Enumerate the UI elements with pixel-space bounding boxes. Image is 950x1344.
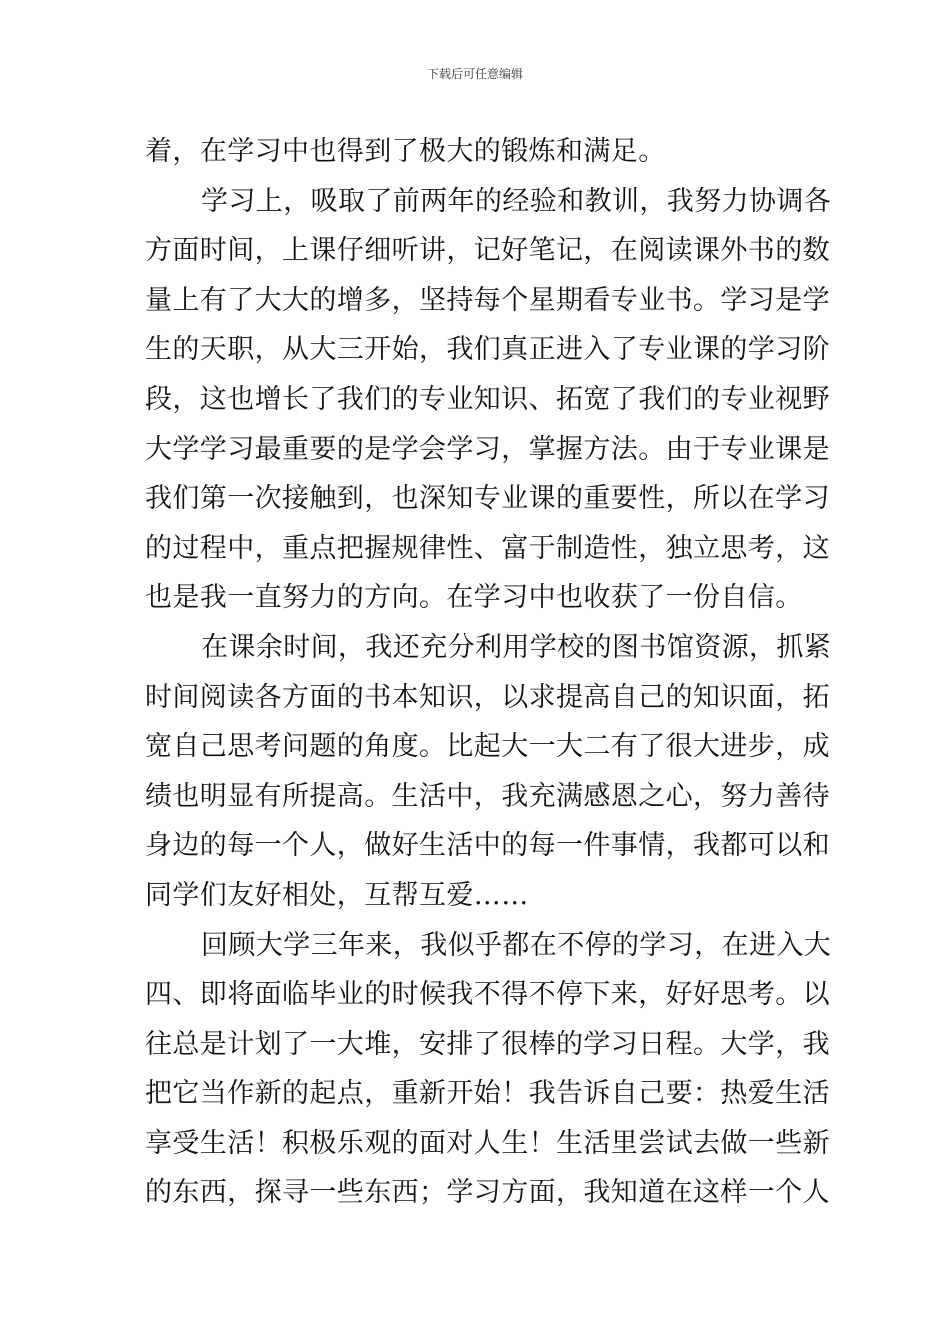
text-line: 身边的每一个人，做好生活中的每一件事情，我都可以和 [145,830,830,862]
text-line: 时间阅读各方面的书本知识，以求提高自己的知识面，拓 [145,681,830,713]
paragraph-start-line: 在课余时间，我还充分利用学校的图书馆资源，抓紧 [201,631,832,663]
text-line: 往总是计划了一大堆，安排了很棒的学习日程。大学，我 [145,1028,830,1060]
paragraph-start-line: 回顾大学三年来，我似乎都在不停的学习，在进入大 [201,929,832,961]
text-line: 宽自己思考问题的角度。比起大一大二有了很大进步，成 [145,731,830,763]
text-line: 绩也明显有所提高。生活中，我充满感恩之心，努力善待 [145,780,830,812]
text-line: 我们第一次接触到，也深知专业课的重要性，所以在学习 [145,483,830,515]
document-body [145,127,832,1218]
text-line: 生的天职，从大三开始，我们真正进入了专业课的学习阶 [145,334,830,366]
text-line: 也是我一直努力的方向。在学习中也收获了一份自信。 [145,582,803,614]
text-line: 段，这也增长了我们的专业知识、拓宽了我们的专业视野 [145,383,830,415]
text-line: 量上有了大大的增多，坚持每个星期看专业书。学习是学 [145,284,830,316]
text-line: 的东西，探寻一些东西；学习方面，我知道在这样一个人 [145,1177,830,1209]
text-line: 的过程中，重点把握规律性、富于制造性，独立思考，这 [145,532,830,564]
text-line: 享受生活！积极乐观的面对人生！生活里尝试去做一些新 [145,1127,830,1159]
text-line: 着，在学习中也得到了极大的锻炼和满足。 [145,136,666,167]
paragraph-start-line: 学习上，吸取了前两年的经验和教训，我努力协调各 [201,185,832,217]
page-header: 下载后可任意编辑 [426,67,523,81]
text-line: 大学学习最重要的是学会学习，掌握方法。由于专业课是 [145,433,830,465]
text-line: 同学们友好相处，互帮互爱…… [145,879,529,911]
text-line: 把它当作新的起点，重新开始！我告诉自己要：热爱生活 [145,1078,830,1110]
text-line: 四、即将面临毕业的时候我不得不停下来，好好思考。以 [145,979,830,1011]
text-line: 方面时间，上课仔细听讲，记好笔记，在阅读课外书的数 [145,235,830,267]
